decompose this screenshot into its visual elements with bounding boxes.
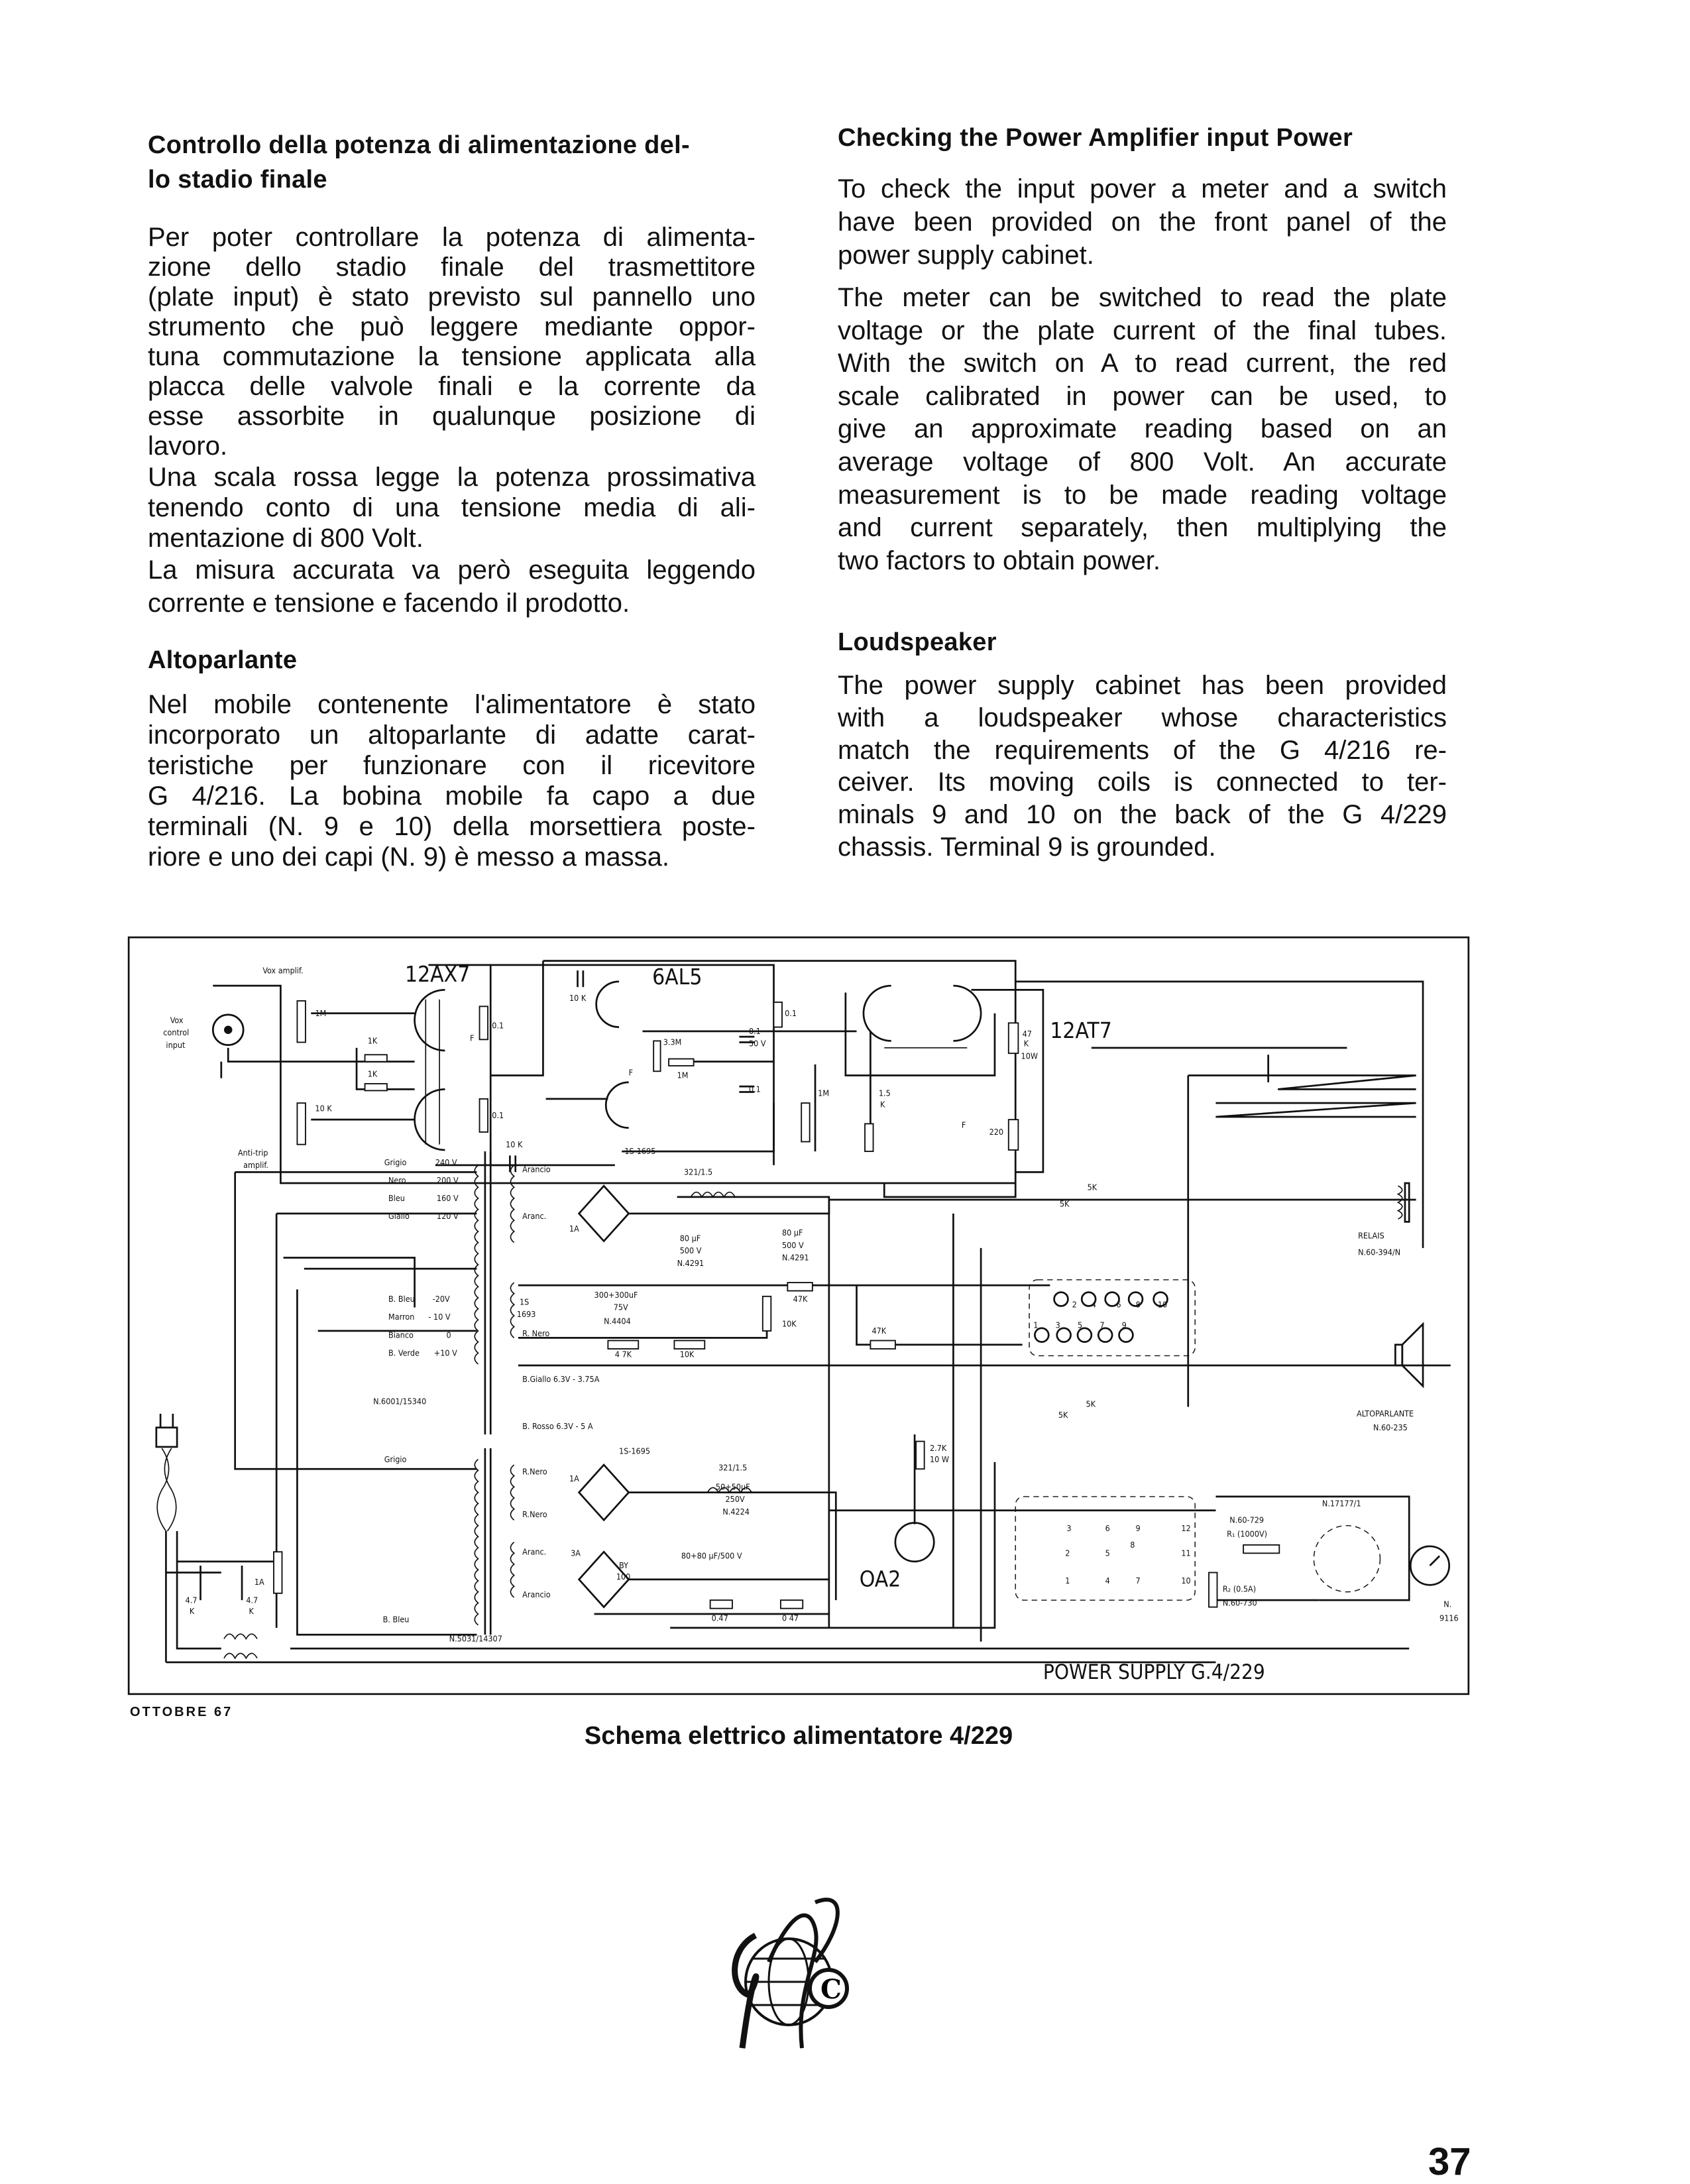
component-label-n60729: N.60-729: [1229, 1515, 1265, 1525]
text-line: lo stadio finale: [148, 166, 327, 194]
mains-plug-icon: [156, 1414, 177, 1531]
component-label-v200: 200 V: [436, 1175, 459, 1185]
page-number: 37: [1428, 2140, 1471, 2183]
tube-6al5-icon: [596, 982, 629, 1128]
component-label-c47b: 4.7: [246, 1595, 258, 1605]
right-column-heading2: [838, 625, 1447, 660]
terminal-number: 10: [1157, 1299, 1168, 1310]
component-label-c47ak: K: [189, 1606, 195, 1616]
text-line: To check the input pover a meter and a switch: [838, 174, 1447, 203]
left-column-p2: [148, 462, 756, 553]
component-label-r1m-c: 1M: [818, 1088, 830, 1098]
tube-label-oa2: OA2: [859, 1566, 901, 1592]
geloso-logo: [716, 1889, 868, 2061]
component-label-c5k-a: 5K: [1087, 1182, 1098, 1192]
text-line: Nel mobile contenente l'alimentatore è stato: [148, 690, 756, 719]
terminal-number: 8: [1135, 1299, 1141, 1310]
tube-label-12at7: 12AT7: [1050, 1017, 1112, 1044]
switch-contact-number: 5: [1105, 1548, 1110, 1558]
component-label-c5k-c: 5K: [1058, 1410, 1068, 1420]
component-label-relais: RELAIS: [1358, 1230, 1384, 1241]
component-label-r47k: 47: [1022, 1029, 1032, 1039]
component-label-r27w: 10 W: [929, 1454, 950, 1464]
tube-label-12ax7: 12AX7: [405, 960, 471, 987]
component-label-r47k2: K: [1023, 1038, 1029, 1049]
component-label-c01-b: 0.1: [492, 1110, 504, 1121]
switch-contact-number: 11: [1181, 1548, 1191, 1558]
component-label-r10k-a: 10K: [781, 1318, 797, 1329]
component-label-r1: R₁ (1000V): [1227, 1528, 1268, 1539]
component-label-arancio2: Arancio: [522, 1589, 551, 1599]
svg-text:C: C: [820, 1974, 842, 2005]
text-line: With the switch on A to read current, the red: [838, 349, 1447, 378]
tube-12ax7-icon: [415, 990, 445, 1150]
text-line: riore e uno dei capi (N. 9) è messo a massa.: [148, 842, 670, 872]
component-label-br2: 1S-1695: [619, 1446, 651, 1456]
transformer-2-icon: [475, 1448, 514, 1635]
text-line: give an approximate reading based on an: [838, 414, 1447, 444]
component-label-f3a: 3A: [571, 1548, 581, 1558]
component-label-nero: Nero: [388, 1175, 406, 1185]
power-supply-schematic: [126, 935, 1471, 1697]
right-column-p1: [838, 172, 1447, 272]
text-line: strumento che può leggere mediante oppor-: [148, 312, 756, 341]
left-column-p4: [148, 689, 756, 872]
choke-icons: [224, 1192, 752, 1658]
component-label-c01-a: 0.1: [492, 1020, 504, 1031]
component-label-relais-n: N.60-394/N: [1358, 1247, 1401, 1257]
left-column-p3: [148, 553, 756, 620]
component-label-v0: 0: [446, 1330, 451, 1340]
terminal-number: 2: [1072, 1299, 1077, 1310]
component-label-c300: 300+300uF: [594, 1289, 638, 1300]
component-label-vox-amplif: Vox amplif.: [262, 965, 304, 976]
terminal-number: 5: [1078, 1320, 1083, 1330]
rectifier-bridges-icon: [579, 1186, 629, 1607]
oa2-tube-icon: [895, 1523, 934, 1562]
component-label-v120: 120 V: [436, 1211, 459, 1222]
text-line: G 4/216. La bobina mobile fa capo a due: [148, 781, 756, 811]
component-label-c10k-a: 10 K: [569, 993, 587, 1003]
component-label-f1: F: [469, 1033, 475, 1043]
component-label-bgiallo: B.Giallo 6.3V - 3.75A: [522, 1374, 600, 1384]
text-line: two factors to obtain power.: [838, 546, 1160, 575]
terminal-number: 1: [1033, 1320, 1039, 1330]
component-label-c250: 250V: [725, 1494, 745, 1505]
component-label-c50: 50+50µF: [715, 1481, 750, 1492]
component-label-r2: R₂ (0.5A): [1222, 1583, 1257, 1594]
switch-contact-number: 2: [1065, 1548, 1070, 1558]
component-labels: [163, 965, 1458, 1643]
component-label-bianco: Bianco: [388, 1330, 414, 1340]
component-label-rnero2: R.Nero: [522, 1466, 547, 1477]
right-column-p2: [838, 282, 1447, 577]
component-label-n4291a: N.4291: [677, 1258, 704, 1268]
terminal-number: 4: [1091, 1299, 1097, 1310]
date-mark: OTTOBRE 67: [130, 1705, 233, 1719]
text-line: tenendo conto di una tensione media di ali-: [148, 493, 756, 522]
component-label-r33m: 3.3M: [663, 1037, 682, 1047]
left-column-heading2: [148, 643, 756, 677]
text-line: Controllo della potenza di alimentazione del-: [148, 131, 690, 159]
text-line: placca delle valvole finali e la corrente da: [148, 372, 756, 401]
switch-contact-number: 6: [1105, 1523, 1110, 1533]
text-line: lavoro.: [148, 431, 228, 461]
component-label-n17177: N.17177/1: [1322, 1498, 1361, 1509]
component-label-c10k-b: 10 K: [506, 1139, 523, 1149]
component-label-vox3: input: [166, 1039, 186, 1050]
switch-contact-number: 7: [1135, 1576, 1141, 1586]
component-label-r47k-b: 47K: [872, 1326, 887, 1336]
component-label-r10k: 10 K: [315, 1103, 332, 1114]
component-label-r01: 0.1: [785, 1007, 797, 1018]
text-line: power supply cabinet.: [838, 241, 1094, 270]
component-label-r15k: 1.5: [878, 1088, 891, 1098]
component-label-ch2: 321/1.5: [718, 1462, 748, 1473]
component-label-vm10: - 10 V: [428, 1312, 451, 1322]
component-label-c80-80: 80+80 µF/500 V: [681, 1550, 742, 1561]
switch-contact-number: 3: [1066, 1523, 1072, 1533]
component-label-c5k-d: 5K: [1086, 1399, 1096, 1409]
right-column-p3: [838, 669, 1447, 864]
component-label-r1k-a: 1K: [367, 1035, 378, 1046]
schematic-frame: [129, 937, 1469, 1694]
transformer-1-icon: [475, 1151, 514, 1434]
relay-icon: [1398, 1183, 1410, 1222]
component-label-c50v: 50 V: [748, 1038, 766, 1049]
terminal-block-icon: [1029, 1280, 1195, 1356]
component-label-bbleu2: B. Bleu: [382, 1614, 410, 1625]
text-line: Per poter controllare la potenza di alimenta-: [148, 223, 756, 252]
component-label-d1693b: 1693: [516, 1309, 536, 1320]
component-label-aranc2: Aranc.: [522, 1546, 547, 1557]
component-label-alto-n: N.60-235: [1373, 1422, 1408, 1432]
text-line: esse assorbite in qualunque posizione di: [148, 402, 756, 431]
component-label-f3: F: [961, 1120, 966, 1130]
component-label-c80a: 80 µF: [679, 1233, 701, 1243]
component-label-r1k-b: 1K: [367, 1068, 378, 1079]
component-label-r047a: 0.47: [711, 1613, 728, 1623]
text-line: have been provided on the front panel of the: [838, 207, 1447, 237]
text-line: Altoparlante: [148, 646, 298, 674]
component-label-n5031: N.5031/14307: [449, 1633, 502, 1644]
text-line: with a loudspeaker whose characteristics: [838, 703, 1447, 732]
component-label-by: BY: [619, 1560, 628, 1571]
component-label-rnero: R. Nero: [522, 1328, 550, 1339]
component-label-giallo: Giallo: [388, 1211, 410, 1222]
text-line: measurement is to be made reading voltage: [838, 480, 1447, 510]
text-line: The meter can be switched to read the plate: [838, 283, 1447, 312]
component-label-d1693a: 1S: [519, 1296, 530, 1307]
component-label-ch1: 321/1.5: [684, 1167, 713, 1177]
text-line: corrente e tensione e facendo il prodotto.: [148, 589, 630, 618]
component-label-bbleu: B. Bleu: [388, 1294, 415, 1304]
component-label-f1a2: 1A: [569, 1473, 579, 1483]
component-label-anti1: Anti-trip: [237, 1147, 268, 1158]
power-supply-wiring: [166, 1172, 1450, 1662]
switch-contact-number: 10: [1181, 1576, 1191, 1586]
switch-contact-number: 1: [1065, 1576, 1070, 1586]
component-label-brosso: B. Rosso 6.3V - 5 A: [522, 1420, 593, 1431]
text-line: chassis. Terminal 9 is grounded.: [838, 832, 1216, 862]
component-label-anti2: amplif.: [243, 1160, 269, 1171]
text-line: voltage or the plate current of the final tubes.: [838, 316, 1447, 345]
terminal-number: 6: [1116, 1299, 1121, 1310]
schematic-title: POWER SUPPLY G.4/229: [1042, 1660, 1265, 1684]
component-label-c80b: 80 µF: [781, 1228, 803, 1238]
text-line: incorporato un altoparlante di adatte carat-: [148, 720, 756, 750]
tube-12at7-icon: [864, 986, 981, 1048]
terminal-number: 9: [1121, 1320, 1127, 1330]
text-line: (plate input) è stato previsto sul pannello uno: [148, 282, 756, 312]
component-label-r47k-a: 47K: [793, 1294, 808, 1304]
component-label-v160: 160 V: [436, 1193, 459, 1204]
switch-contact-number: 4: [1105, 1576, 1110, 1586]
text-line: average voltage of 800 Volt. An accurate: [838, 447, 1447, 477]
component-label-vp10: +10 V: [433, 1348, 457, 1358]
component-label-c01-c: 0.1: [748, 1084, 761, 1094]
switch-contact-number: 8: [1130, 1540, 1135, 1550]
component-label-c01-50: 0.1: [748, 1026, 761, 1036]
speaker-icon: [1395, 1324, 1423, 1387]
component-label-grigio: Grigio: [384, 1157, 407, 1167]
component-label-r10k-b: 10K: [679, 1349, 695, 1359]
left-column-heading1: [148, 128, 756, 197]
component-label-n4404: N.4404: [604, 1316, 631, 1326]
text-line: tuna commutazione la tensione applicata alla: [148, 342, 756, 371]
amplifier-resistors: [297, 970, 1018, 1175]
component-label-n4291b: N.4291: [781, 1252, 809, 1263]
vox-input-jack-icon: [213, 1015, 243, 1045]
component-label-vm20: -20V: [432, 1294, 450, 1304]
component-label-v240: 240 V: [435, 1157, 457, 1167]
component-label-by100: 100: [616, 1571, 631, 1581]
component-label-n4224: N.4224: [722, 1507, 750, 1517]
component-label-n6001: N.6001/15340: [373, 1396, 427, 1407]
component-label-alto: ALTOPARLANTE: [1357, 1408, 1414, 1419]
terminal-number: 7: [1099, 1320, 1105, 1330]
component-label-vox1: Vox: [170, 1015, 184, 1025]
terminal-number: 3: [1055, 1320, 1060, 1330]
text-line: terminali (N. 9 e 10) della morsettiera poste-: [148, 812, 756, 841]
component-label-r10w: 10W: [1021, 1051, 1038, 1061]
component-label-c500b: 500 V: [781, 1239, 804, 1250]
text-line: scale calibrated in power can be used, to: [838, 381, 1447, 411]
text-line: The power supply cabinet has been provided: [838, 671, 1447, 700]
component-label-f2: F: [628, 1067, 634, 1078]
component-label-f1a3: 1A: [254, 1577, 264, 1587]
meter-icon: [1410, 1546, 1449, 1585]
component-label-arancio: Arancio: [522, 1164, 551, 1175]
component-label-grigio2: Grigio: [384, 1454, 407, 1464]
tube-label-6al5: 6AL5: [652, 964, 703, 990]
left-column-p1: [148, 223, 756, 461]
text-line: mentazione di 800 Volt.: [148, 524, 423, 553]
component-label-br1: 1S-1695: [624, 1146, 656, 1157]
component-label-r047b: 0 47: [781, 1613, 799, 1623]
component-label-r1m-b: 1M: [677, 1070, 689, 1080]
component-label-f1a: 1A: [569, 1223, 579, 1234]
component-label-bverde: B. Verde: [388, 1348, 420, 1358]
meter-switch-icon: [1314, 1526, 1380, 1592]
text-line: ceiver. Its moving coils is connected to ter-: [838, 768, 1447, 797]
component-label-rnero3: R.Nero: [522, 1509, 547, 1520]
component-label-n9116a: N.: [1443, 1599, 1452, 1609]
component-label-c5k-b: 5K: [1059, 1198, 1070, 1209]
component-label-bleu: Bleu: [388, 1193, 405, 1204]
text-line: Loudspeaker: [838, 628, 997, 656]
component-label-marron: Marron: [388, 1312, 415, 1322]
right-column-heading1: [838, 121, 1447, 155]
text-line: zione dello stadio finale del trasmettitore: [148, 253, 756, 282]
text-line: match the requirements of the G 4/216 re-: [838, 735, 1447, 765]
switch-contact-number: 9: [1135, 1523, 1141, 1533]
component-label-aranc: Aranc.: [522, 1211, 547, 1222]
text-line: and current separately, then multiplying the: [838, 513, 1447, 543]
switch-contact-number: 12: [1181, 1523, 1191, 1533]
component-label-r1m: 1M: [315, 1007, 327, 1018]
component-label-vox2: control: [163, 1027, 190, 1038]
component-label-c75: 75V: [613, 1302, 628, 1312]
component-label-r47k-c: 4 7K: [614, 1349, 632, 1359]
text-line: La misura accurata va però eseguita leggendo: [148, 555, 756, 585]
component-label-r27k: 2.7K: [929, 1443, 947, 1454]
component-label-n9116b: 9116: [1439, 1613, 1459, 1623]
component-label-c500a: 500 V: [679, 1245, 702, 1256]
text-line: Checking the Power Amplifier input Power: [838, 124, 1353, 152]
component-label-r220: 220: [989, 1127, 1004, 1137]
component-label-r15k2: K: [879, 1099, 885, 1110]
component-label-n60730: N.60-730: [1222, 1597, 1257, 1608]
text-line: teristiche per funzionare con il ricevitore: [148, 751, 756, 780]
component-label-c47a: 4.7: [185, 1595, 197, 1605]
figure-caption: Schema elettrico alimentatore 4/229: [584, 1722, 1013, 1750]
component-label-c47bk: K: [249, 1606, 254, 1616]
text-line: minals 9 and 10 on the back of the G 4/229: [838, 800, 1447, 830]
text-line: Una scala rossa legge la potenza prossimativa: [148, 463, 756, 492]
